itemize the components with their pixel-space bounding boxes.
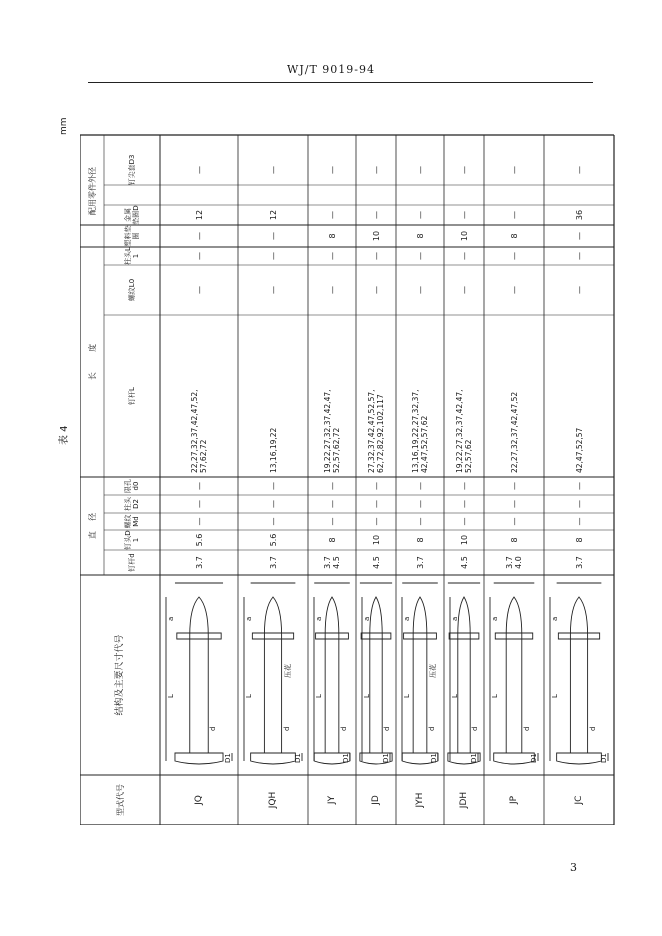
row-cell-l1: — [194,252,204,260]
row-cell-md: — [574,517,584,526]
row-cell-l1: — [415,252,425,260]
row-cell-d2: — [509,500,519,508]
row-cell-d1: 5.6 [268,533,278,547]
row-cell-d0: — [415,482,425,490]
row-cell-md: — [268,517,278,526]
document-id: WJ/T 9019-94 [287,63,375,76]
header-diameter: 直 径 [87,512,97,540]
row-cell-d3: — [327,166,337,174]
row-cell-l1: — [459,252,469,260]
row-cell-d0: — [327,482,337,490]
row-cell-d3: — [194,166,204,174]
drawing-label-d: d [282,726,291,731]
row-cell-d_metal: — [415,211,425,219]
row-cell-l: 27,32,37,42,47,52,57, 62,72,82,92,102,117 [367,389,385,473]
row-cell-l: 13,16,19,22,27,32,37, 42,47,52,57,62 [411,389,429,473]
row-cell-l0: — [268,286,278,294]
drawing-label-knurl: 压花 [428,664,437,678]
header-col-d: 钉杆d [128,553,136,572]
drawing-label-D1: D1 [470,753,478,763]
row-cell-d: 3.7 [194,556,204,569]
row-code: JQH [267,791,278,809]
header-parts: 配用零件外径 [87,167,97,215]
drawing-label-d: d [588,726,597,731]
row-cell-l: 22,27,32,37,42,47,52 [509,391,519,473]
row-cell-d_metal: — [327,211,337,219]
table-unit: mm [59,117,69,135]
drawing-label-d: d [383,726,392,731]
row-cell-l0: — [509,286,519,294]
row-cell-d_plastic: — [194,232,204,240]
drawing-label-D1: D1 [294,753,302,763]
row-cell-d2: — [459,500,469,508]
row-cell-d2: — [194,500,204,508]
row-cell-d1: 10 [371,534,381,546]
drawing-label-a: a [451,616,459,621]
row-code: JP [508,795,519,805]
header-col-l: 钉杆L [128,387,136,405]
drawing-label-a: a [551,616,559,621]
drawing-label-L: L [551,694,559,698]
row-cell-d_plastic: 10 [371,230,381,242]
header-col-d_plastic: 塑料垫圈 [124,225,140,247]
row-cell-d0: — [371,482,381,490]
row-cell-d2: — [415,500,425,508]
row-code: JDH [458,791,469,809]
drawing-label-d: d [427,726,436,731]
row-cell-d0: — [194,482,204,490]
row-cell-l1: — [371,252,381,260]
nail-drawing-jp [490,583,538,764]
header-col-d3: 钉尖套D3 [128,154,136,186]
drawing-label-d: d [209,726,218,731]
row-cell-md: — [371,517,381,526]
row-cell-d_plastic: — [268,232,278,240]
header-rule [88,82,593,83]
drawing-label-D1: D1 [430,753,438,763]
row-cell-d: 4.5 [459,556,469,569]
row-cell-d3: — [509,166,519,174]
row-cell-d1: 8 [574,537,584,543]
row-cell-l0: — [415,286,425,294]
row-cell-d: 3.7 [574,556,584,569]
row-cell-l1: — [574,252,584,260]
row-cell-d2: — [268,500,278,508]
drawing-label-a: a [315,616,323,621]
row-cell-d_plastic: — [574,232,584,240]
row-cell-d2: — [574,500,584,508]
drawing-label-D1: D1 [224,753,232,763]
row-cell-md: — [194,517,204,526]
drawing-label-D1: D1 [530,753,538,763]
header-col-d_metal: 金属垫圈D [124,205,140,225]
drawing-label-knurl: 压花 [283,664,292,678]
row-cell-d1: 8 [509,537,519,543]
drawing-label-a: a [167,616,175,621]
header-col-l1: 柱头L1 [124,247,140,265]
drawing-label-d: d [339,726,348,731]
row-cell-l1: — [268,252,278,260]
row-cell-d0: — [459,482,469,490]
row-cell-d: 3.7 [268,556,278,569]
header-col-d1: 钉头D1 [124,530,140,550]
header-type-code: 型式代号 [115,784,125,816]
row-cell-d0: — [509,482,519,490]
row-cell-d_metal: 12 [194,209,204,221]
row-cell-l1: — [509,252,519,260]
row-cell-d1: 8 [327,537,337,543]
drawing-label-D1: D1 [600,753,608,763]
row-cell-d: 3.7 [415,556,425,569]
row-cell-l0: — [459,286,469,294]
row-cell-d3: — [415,166,425,174]
nail-drawing-jc [550,583,608,764]
row-cell-d: 3.7 4.5 [323,556,341,569]
drawing-label-L: L [363,694,371,698]
drawing-label-L: L [167,694,175,698]
drawing-label-D1: D1 [382,753,390,763]
row-cell-l: 22,27,32,37,42,47,52, 57,62,72 [190,389,208,473]
row-cell-md: — [459,517,469,526]
row-cell-d_metal: — [371,211,381,219]
row-cell-d_plastic: 8 [327,233,337,239]
row-cell-md: — [327,517,337,526]
page-number: 3 [570,861,577,874]
row-cell-l1: — [327,252,337,260]
row-code: JYH [414,792,425,808]
row-cell-d_plastic: 8 [415,233,425,239]
row-cell-d2: — [327,500,337,508]
drawing-label-L: L [245,694,253,698]
row-cell-l0: — [574,286,584,294]
header-col-l0: 螺纹L0 [128,278,136,302]
row-cell-l0: — [371,286,381,294]
row-cell-d1: 8 [415,537,425,543]
header-col-d2: 柱头D2 [124,497,140,511]
header-length: 长 度 [87,343,97,381]
drawing-label-a: a [363,616,371,621]
nail-drawing-jd [360,583,392,764]
row-cell-l: 42,47,52,57 [574,427,584,473]
drawing-label-d: d [522,726,531,731]
row-cell-d1: 5.6 [194,533,204,547]
rotated-table [60,115,650,835]
row-cell-l0: — [327,286,337,294]
row-cell-d0: — [574,482,584,490]
row-cell-d: 4.5 [371,556,381,569]
header-structure: 结构及主要尺寸代号 [114,634,125,716]
row-code: JY [326,795,337,805]
row-code: JQ [193,795,204,805]
drawing-label-D1: D1 [342,753,350,763]
drawing-label-d: d [471,726,480,731]
row-cell-md: — [415,517,425,526]
row-cell-d_metal: 12 [268,209,278,221]
row-cell-l: 19,22,27,32,37,42,47, 52,57,62 [455,389,473,473]
nail-drawing-jqh [244,583,302,764]
row-cell-md: — [509,517,519,526]
row-cell-d0: — [268,482,278,490]
row-cell-d_metal: — [509,211,519,219]
row-code: JC [573,795,584,805]
row-cell-d1: 10 [459,534,469,546]
header-col-md: 螺纹Md [124,514,140,529]
row-cell-l0: — [194,286,204,294]
drawing-label-L: L [403,694,411,698]
drawing-label-L: L [315,694,323,698]
rotated-table-container [60,115,650,835]
row-cell-d3: — [268,166,278,174]
row-code: JD [370,795,381,805]
drawing-label-L: L [451,694,459,698]
row-cell-d_plastic: 8 [509,233,519,239]
table-title: 表 4 [59,425,70,445]
row-cell-l: 19,22,27,32,37,42,47, 52,57,62,72 [323,389,341,473]
row-cell-d_metal: — [459,211,469,219]
drawing-label-L: L [491,694,499,698]
nail-drawing-jy [314,583,350,764]
row-cell-l: 13,16,19,22 [268,427,278,473]
row-cell-d_metal: 36 [574,209,584,221]
row-cell-d_plastic: 10 [459,230,469,242]
row-cell-d2: — [371,500,381,508]
row-cell-d3: — [459,166,469,174]
drawing-label-a: a [245,616,253,621]
row-cell-d3: — [371,166,381,174]
nail-drawing-jdh [448,583,480,764]
drawing-label-a: a [491,616,499,621]
header-col-d0: 限孔d0 [124,479,140,493]
drawing-label-a: a [403,616,411,621]
row-cell-d: 3.7 4.0 [505,556,523,569]
nail-drawing-jq [166,583,232,764]
row-cell-d3: — [574,166,584,174]
